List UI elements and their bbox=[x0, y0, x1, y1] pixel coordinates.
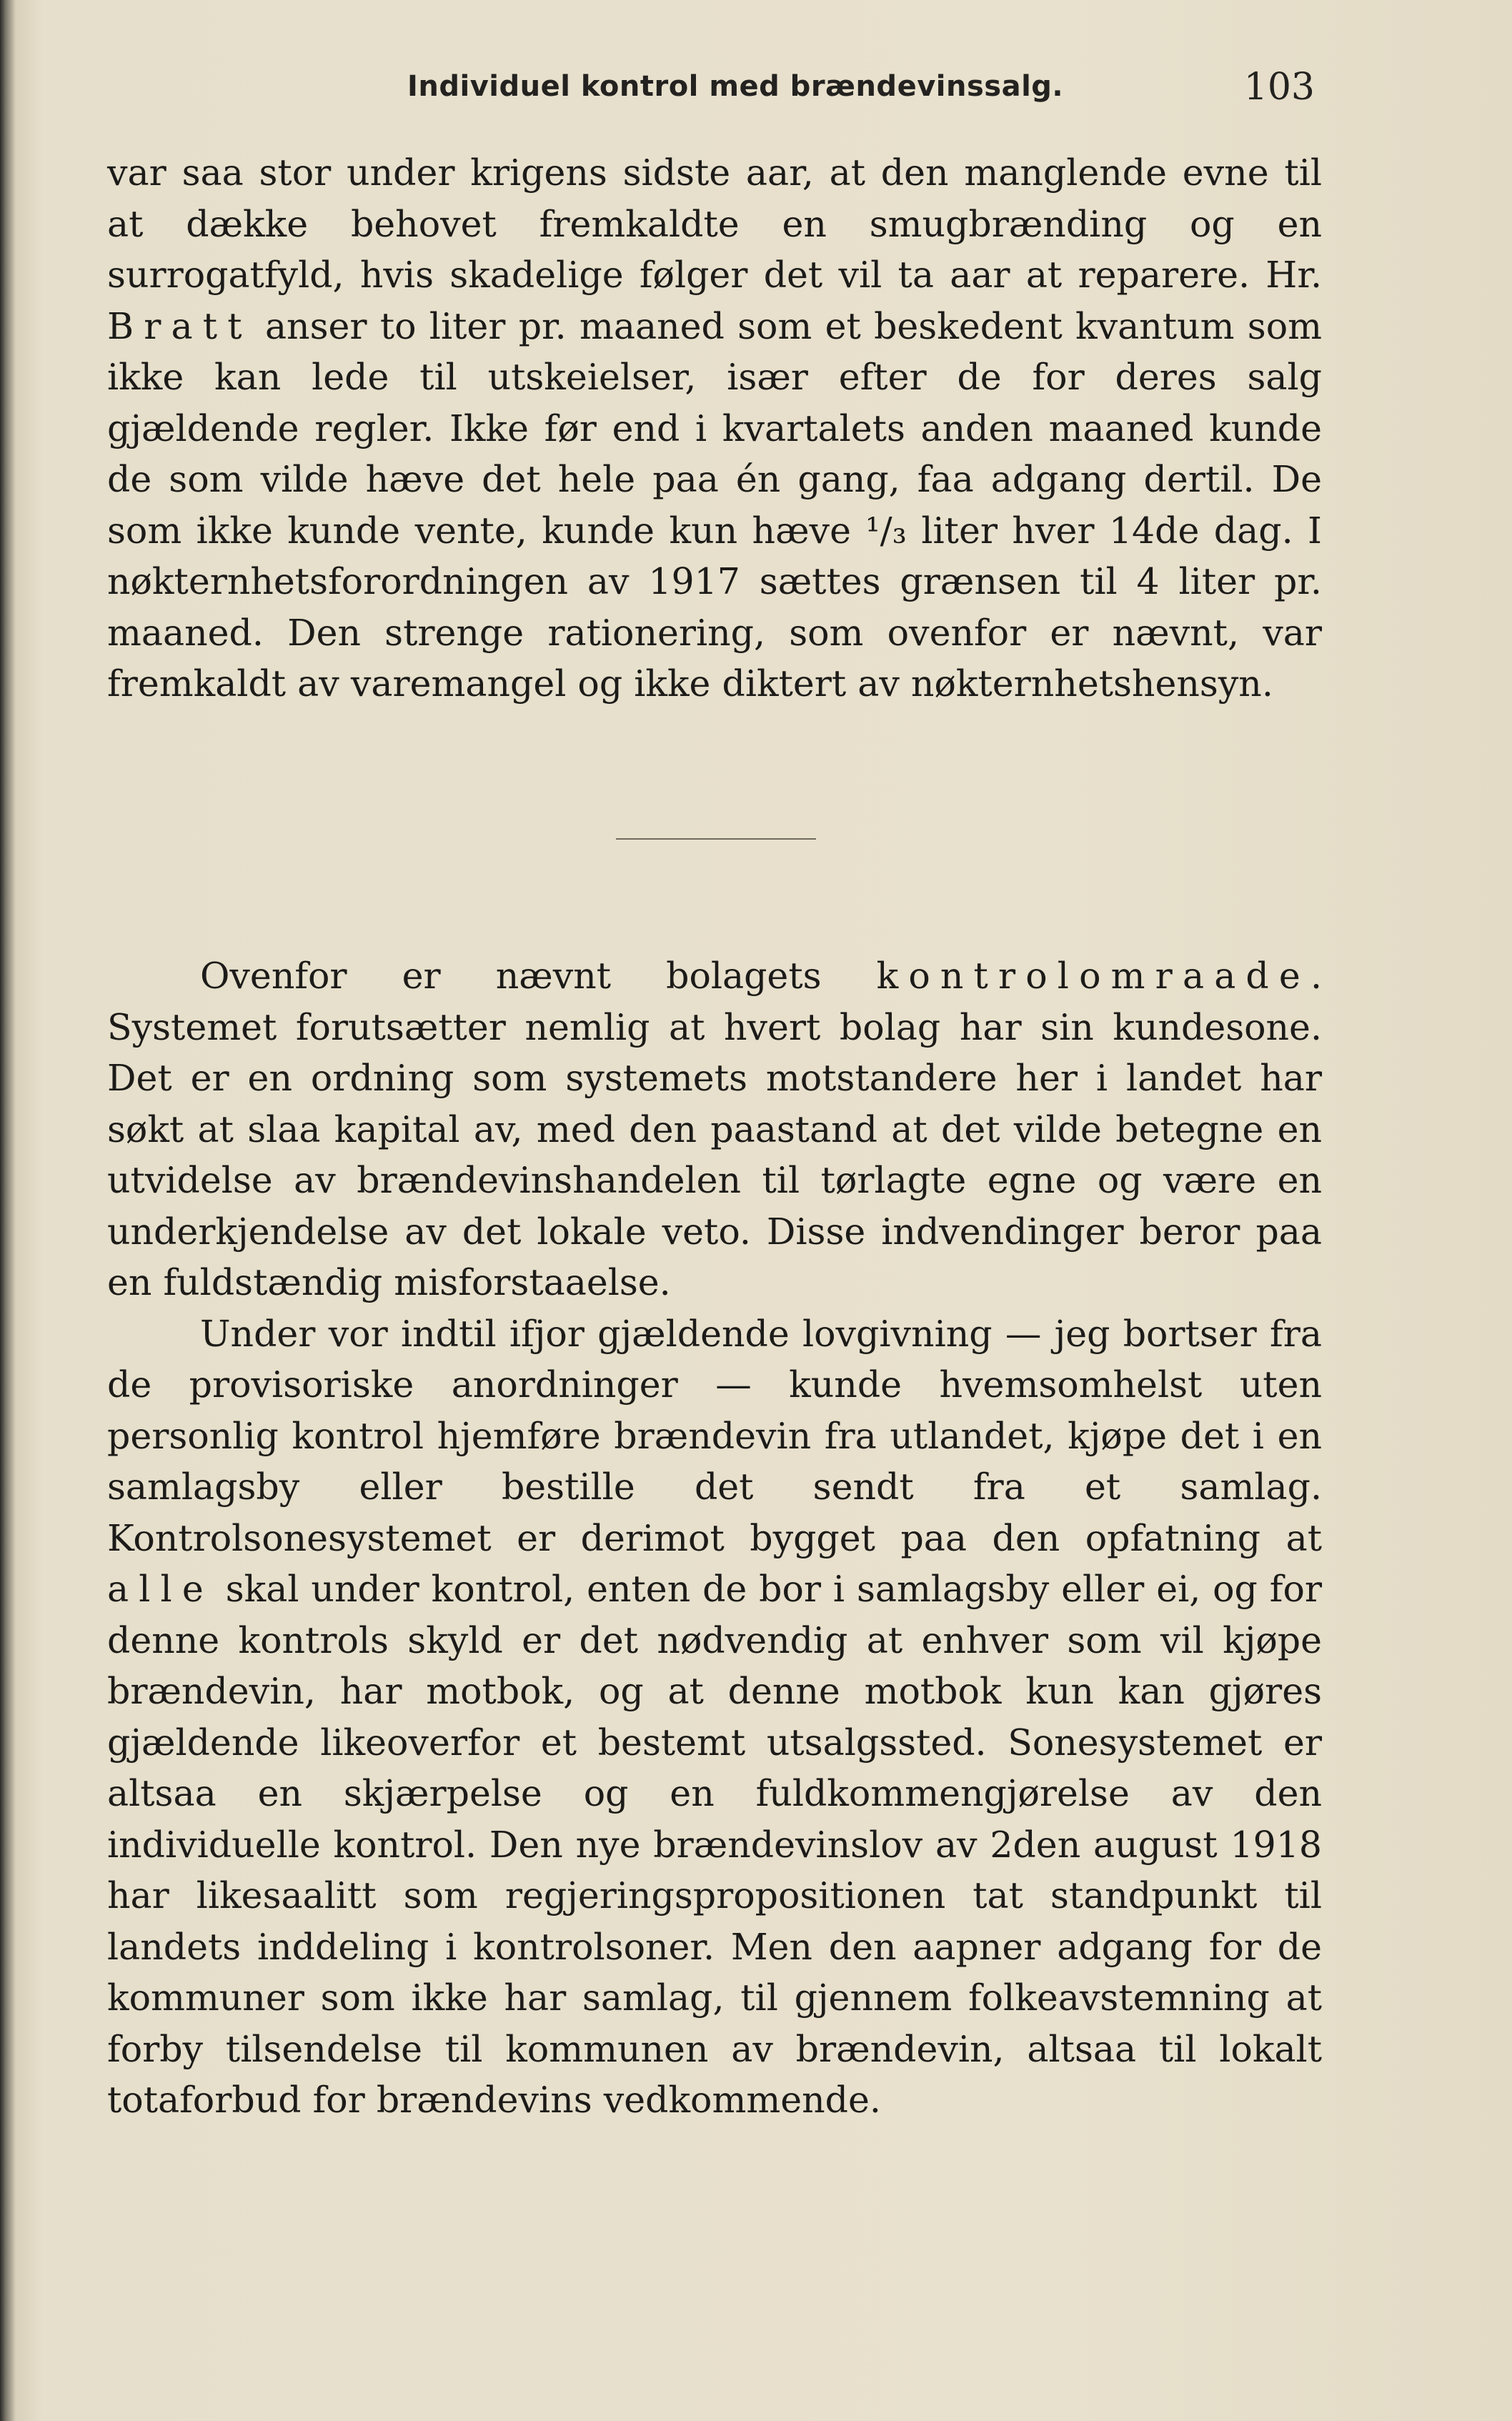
paragraph-text: Under vor indtil ifjor gjældende lovgivning — jeg bortser fra de provisoriske anordninger — kunde hvemsomhelst uten personlig kontrol hjemføre brændevin fra utlandet, kjøpe det i en samlagsby eller bestille det sendt fra et samlag. Kontrolsonesystemet er derimot bygget paa den opfatning at bbox=[107, 1312, 1322, 1559]
paragraph-control-area bbox=[107, 950, 1322, 1308]
running-title: Individuel kontrol med brændevinssalg. bbox=[407, 70, 1064, 103]
paragraph-text: skal under kontrol, enten de bor i samlagsby eller ei, og for denne kontrols skyld er det nødvendig at enhver som vil kjøpe brændevin, har motbok, og at denne motbok kun kan gjøres gjældende likeoverfor et bestemt utsalgssted. Sonesystemet er altsaa en skjærpelse og en fuldkommengjørelse av den individuelle kontrol. Den nye brændevinslov av 2den august 1918 har likesaalitt som regjeringspropositionen tat standpunkt til landets inddeling i kontrolsoner. Men den aapner adgang for de kommuner som ikke har samlag, til gjennem folkeavstemning at forby tilsendelse til kommunen av brændevin, altsaa til lokalt totaforbud for brændevins vedkommende. bbox=[107, 1568, 1322, 2121]
section-divider bbox=[616, 838, 816, 840]
page-number: 103 bbox=[1243, 66, 1315, 109]
text-block-lower bbox=[107, 950, 1322, 2126]
fraction: ¹/₃ bbox=[865, 509, 907, 552]
text-block-upper bbox=[107, 147, 1322, 710]
paragraph-text: Ovenfor er nævnt bolagets bbox=[200, 955, 877, 997]
paragraph-text: var saa stor under krigens sidste aar, at den manglende evne til at dække behovet fremkaldte en smugbrænding og en surrogatfyld, hvis skadelige følger det vil ta aar at reparere. Hr. bbox=[107, 151, 1322, 296]
spaced-term: kontrolomraade bbox=[876, 955, 1310, 997]
paragraph-text: liter hver 14de dag. I nøkternhetsforordningen av 1917 sættes grænsen til 4 liter pr. maaned. Den strenge rationering, som ovenfor er nævnt, var fremkaldt av varemangel og ikke diktert av nøkternhetshensyn. bbox=[107, 509, 1323, 705]
running-header bbox=[107, 66, 1315, 109]
paragraph-text: . Systemet forutsætter nemlig at hvert bolag har sin kundesone. Det er en ordning som systemets motstandere her i landet har søkt at slaa kapital av, med den paastand at det vilde betegne en utvidelse av brændevinshandelen til tørlagte egne og være en underkjendelse av det lokale veto. Disse indvendinger beror paa en fuldstændig misforstaaelse. bbox=[107, 955, 1322, 1303]
spaced-name: Bratt bbox=[107, 304, 252, 347]
paragraph-rationing bbox=[107, 147, 1322, 710]
paragraph-text: anser to liter pr. maaned som et beskedent kvantum som ikke kan lede til utskeielser, især efter de for deres salg gjældende regler. Ikke før end i kvartalets anden maaned kunde de som vilde hæve det hele paa én gang, faa adgang dertil. De som ikke kunde vente, kunde kun hæve bbox=[107, 304, 1322, 552]
paragraph-legislation bbox=[107, 1308, 1322, 2126]
spaced-word: alle bbox=[107, 1568, 214, 1610]
